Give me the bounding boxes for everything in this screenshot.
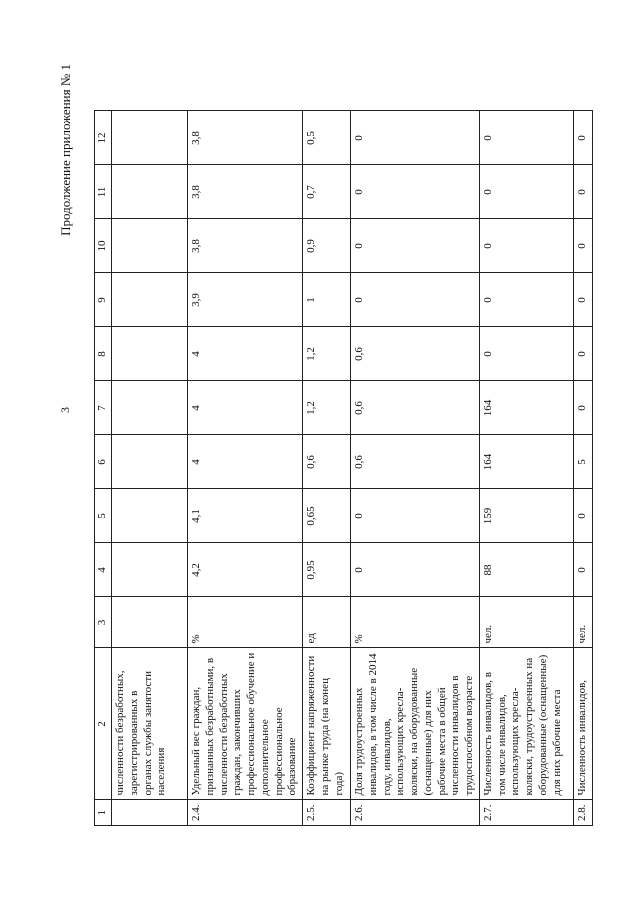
unit-cell [112, 597, 188, 648]
value-cell: 0 [573, 327, 592, 381]
value-cell: 4 [188, 435, 303, 489]
value-cell: 0 [351, 273, 480, 327]
value-cell: 3,8 [188, 219, 303, 273]
continuation-caption: Продолжение приложения № 1 [58, 64, 73, 236]
column-number-header: 9 [95, 273, 112, 327]
value-cell [112, 219, 188, 273]
value-cell: 0 [573, 381, 592, 435]
indicator-name: Удельный вес граждан, признанных безработными, в численности безработных граждан, закончивших профессиональное обучение и дополнительное профессиональное образование [188, 648, 303, 800]
value-cell: 0 [351, 111, 480, 165]
value-cell: 0 [573, 111, 592, 165]
value-cell [112, 489, 188, 543]
indicator-name: Коэффициент напряженности на рынке труда (на конец года) [303, 648, 351, 800]
unit-cell: чел. [479, 597, 573, 648]
row-number [112, 800, 188, 826]
value-cell: 0,7 [303, 165, 351, 219]
column-number-header: 8 [95, 327, 112, 381]
column-number-header: 11 [95, 165, 112, 219]
indicator-name: численности безработных, зарегистрированных в органах службы занятости населения [112, 648, 188, 800]
value-cell: 4,1 [188, 489, 303, 543]
value-cell [112, 543, 188, 597]
value-cell: 0 [351, 489, 480, 543]
value-cell: 0,6 [351, 381, 480, 435]
value-cell: 0,95 [303, 543, 351, 597]
row-number: 2.6. [351, 800, 480, 826]
value-cell: 0 [573, 489, 592, 543]
table-row [573, 111, 592, 826]
indicators-table [94, 111, 593, 827]
column-number-header: 6 [95, 435, 112, 489]
column-number-header: 1 [95, 800, 112, 826]
value-cell: 164 [479, 435, 573, 489]
value-cell: 0,9 [303, 219, 351, 273]
column-number-header: 4 [95, 543, 112, 597]
row-number: 2.5. [303, 800, 351, 826]
value-cell: 0,6 [351, 435, 480, 489]
value-cell: 4,2 [188, 543, 303, 597]
value-cell: 5 [573, 435, 592, 489]
value-cell: 3,8 [188, 111, 303, 165]
value-cell: 3,8 [188, 165, 303, 219]
value-cell [112, 165, 188, 219]
value-cell: 0 [573, 543, 592, 597]
row-number: 2.4. [188, 800, 303, 826]
table-header-row [95, 111, 112, 826]
value-cell: 0 [573, 219, 592, 273]
column-number-header: 10 [95, 219, 112, 273]
value-cell: 0 [351, 219, 480, 273]
unit-cell: чел. [573, 597, 592, 648]
table-row [351, 111, 480, 826]
value-cell [112, 435, 188, 489]
indicator-name: Численность инвалидов, в том числе инвалидов, использующих кресла-коляски, трудоустроенных на оборудованные (оснащенные) для них рабочие места [479, 648, 573, 800]
value-cell: 159 [479, 489, 573, 543]
column-number-header: 5 [95, 489, 112, 543]
indicator-name: Доля трудоустроенных инвалидов, в том числе в 2014 году, инвалидов, использующих кресла-коляски, на оборудованные (оснащенные) для них рабочие места в общей численности инвалидов в трудоспособном возрасте [351, 648, 480, 800]
column-number-header: 7 [95, 381, 112, 435]
column-number-header: 2 [95, 648, 112, 800]
indicator-name: Численность инвалидов, [573, 648, 592, 800]
value-cell [112, 327, 188, 381]
value-cell: 4 [188, 381, 303, 435]
table-row [479, 111, 573, 826]
table-row [188, 111, 303, 826]
row-number: 2.8. [573, 800, 592, 826]
value-cell: 88 [479, 543, 573, 597]
value-cell [112, 111, 188, 165]
value-cell: 0 [573, 165, 592, 219]
value-cell: 0,6 [303, 435, 351, 489]
column-number-header: 12 [95, 111, 112, 165]
value-cell: 4 [188, 327, 303, 381]
value-cell: 0 [351, 543, 480, 597]
value-cell: 0 [573, 273, 592, 327]
value-cell: 0,6 [351, 327, 480, 381]
row-number: 2.7. [479, 800, 573, 826]
value-cell: 0 [479, 165, 573, 219]
value-cell: 164 [479, 381, 573, 435]
column-number-header: 3 [95, 597, 112, 648]
page-number: 3 [58, 407, 72, 413]
value-cell: 0 [351, 165, 480, 219]
value-cell: 1 [303, 273, 351, 327]
value-cell: 0,5 [303, 111, 351, 165]
value-cell [112, 381, 188, 435]
value-cell: 0,65 [303, 489, 351, 543]
unit-cell: ед [303, 597, 351, 648]
unit-cell: % [188, 597, 303, 648]
value-cell: 0 [479, 219, 573, 273]
value-cell [112, 273, 188, 327]
value-cell: 0 [479, 327, 573, 381]
value-cell: 3,9 [188, 273, 303, 327]
table-row [303, 111, 351, 826]
table-row [112, 111, 188, 826]
value-cell: 1,2 [303, 327, 351, 381]
value-cell: 0 [479, 273, 573, 327]
unit-cell: % [351, 597, 480, 648]
value-cell: 1,2 [303, 381, 351, 435]
value-cell: 0 [479, 111, 573, 165]
